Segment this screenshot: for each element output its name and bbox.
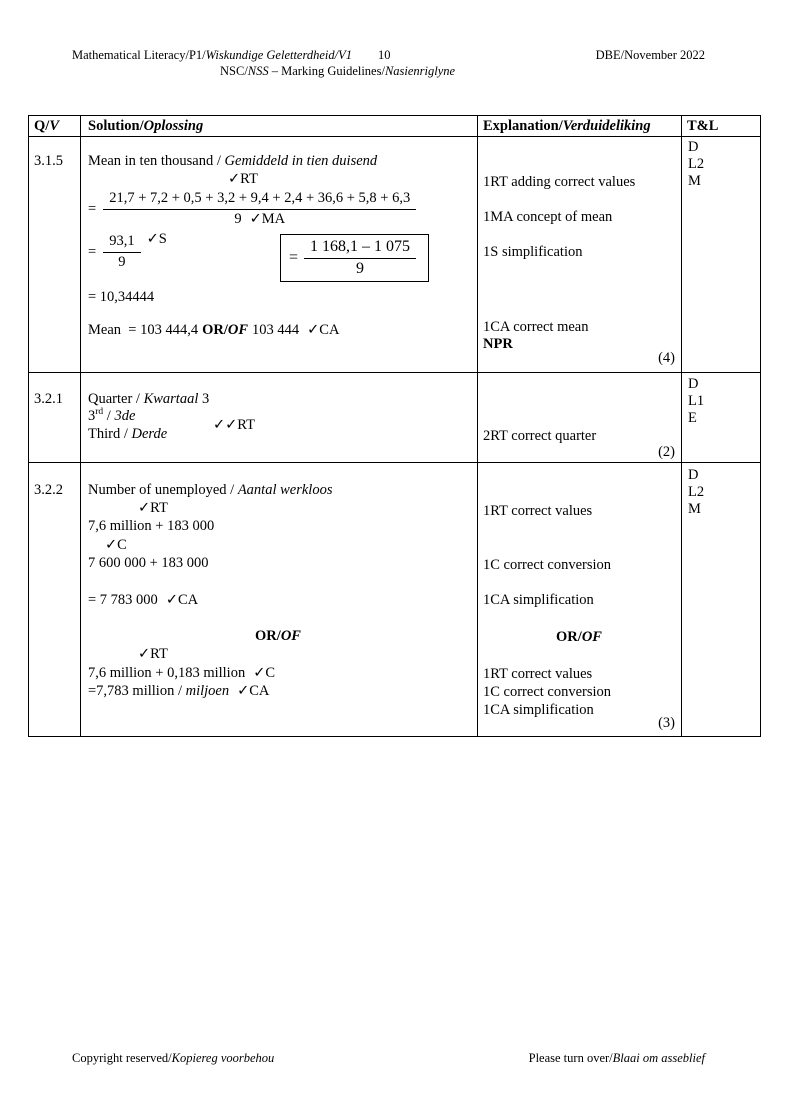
of-label: OF xyxy=(280,628,301,644)
solution-title-315 xyxy=(88,153,377,170)
quarter-roman: Quarter / xyxy=(88,391,144,407)
of-label: OF xyxy=(581,629,602,645)
or-label: OR/ xyxy=(202,322,228,338)
tick-s: ✓S xyxy=(146,231,167,247)
explanation-line: 1C correct conversion xyxy=(483,557,612,573)
header-subtitle-italic1: NSS xyxy=(247,64,269,78)
boxed-fraction-denominator: 9 xyxy=(356,260,365,277)
mean-prefix: Mean = 103 444,4 xyxy=(88,322,199,338)
ordinal-suffix: rd xyxy=(95,407,104,418)
tick-ca2: ✓CA xyxy=(237,683,270,699)
equation-simplified-fraction xyxy=(88,233,167,271)
unemployed-roman: Number of unemployed / xyxy=(88,482,238,498)
header-title-roman: Mathematical Literacy/P1/ xyxy=(72,48,206,62)
alt-answer-italic: miljoen xyxy=(185,683,230,699)
fraction-sum-denominator xyxy=(234,210,285,228)
tick-rt-315: ✓RT xyxy=(228,171,258,187)
boxed-fraction xyxy=(304,238,416,278)
footer-copyright xyxy=(72,1050,274,1067)
solution-title-322 xyxy=(88,482,332,499)
tl-code: E xyxy=(688,410,697,426)
boxed-fraction-numerator: 1 168,1 – 1 075 xyxy=(304,238,416,259)
solution-line-ordinal xyxy=(88,408,135,425)
equation-sum-fraction xyxy=(88,190,416,228)
tick-c2: ✓C xyxy=(253,665,276,681)
header-subtitle-roman1: NSC/ xyxy=(220,64,248,78)
tl-code: D xyxy=(688,376,699,392)
col-divider-solution xyxy=(477,115,478,737)
explanation-line: 1CA simplification xyxy=(483,702,594,718)
ticks-rt-321: ✓✓RT xyxy=(213,417,255,433)
explanation-line: 1CA simplification xyxy=(483,592,594,608)
or-of-divider-explanation xyxy=(483,629,675,646)
fraction-simplified xyxy=(103,233,140,271)
header-subtitle-roman2: – Marking Guidelines/ xyxy=(268,64,385,78)
third-italic: Derde xyxy=(131,426,168,442)
question-id-315: 3.1.5 xyxy=(34,153,63,169)
tick-c1-322: ✓C xyxy=(105,537,127,553)
fraction-sum xyxy=(103,190,416,228)
mark-total-322: (3) xyxy=(658,715,675,731)
solution-roman: Solution/ xyxy=(88,118,144,134)
boxed-alternative-fraction xyxy=(280,234,429,282)
col-divider-explanation xyxy=(681,115,682,737)
tl-code: D xyxy=(688,139,699,155)
or-label: OR/ xyxy=(556,629,582,645)
denominator-value: 9 xyxy=(234,211,242,227)
tick-rt2-322: ✓RT xyxy=(138,646,168,662)
solution-line-answer xyxy=(88,592,198,609)
solution-line-quarter xyxy=(88,391,209,408)
fraction-sum-numerator: 21,7 + 7,2 + 0,5 + 3,2 + 9,4 + 2,4 + 36,6 + 5,8 + 6,3 xyxy=(103,190,416,210)
explanation-line: 1RT correct values xyxy=(483,666,593,682)
explanation-line: 1MA concept of mean xyxy=(483,209,613,225)
ordinal-base: 3 xyxy=(88,408,96,424)
or-label: OR/ xyxy=(255,628,281,644)
header-title xyxy=(72,47,391,64)
solution-title-roman: Mean in ten thousand / xyxy=(88,153,225,169)
fraction-simplified-denominator: 9 xyxy=(118,254,126,270)
header-subtitle-italic2: Nasienriglyne xyxy=(384,64,456,78)
col-divider-qv xyxy=(80,115,81,737)
alt-sum: 7,6 million + 0,183 million xyxy=(88,665,246,681)
fraction-simplified-numerator: 93,1 xyxy=(103,233,140,253)
tl-code: M xyxy=(688,501,701,517)
column-header-tl: T&L xyxy=(687,118,719,134)
qv-roman: Q/ xyxy=(34,118,50,134)
row-divider-1 xyxy=(28,372,761,373)
qv-italic: V xyxy=(49,118,59,134)
explanation-line: 2RT correct quarter xyxy=(483,428,597,444)
quarter-number: 3 xyxy=(198,391,210,407)
tick-rt1-322: ✓RT xyxy=(138,500,168,516)
tl-code: L2 xyxy=(688,156,705,172)
explanation-italic: Verduideliking xyxy=(562,118,651,134)
tl-code: L1 xyxy=(688,393,705,409)
ordinal-afrikaans: 3de xyxy=(114,408,136,424)
explanation-line: 1RT adding correct values xyxy=(483,174,636,190)
equals-sign: = xyxy=(289,249,299,266)
column-header-qv xyxy=(34,118,59,135)
explanation-line: 1C correct conversion xyxy=(483,684,612,700)
third-roman: Third / xyxy=(88,426,132,442)
page-number: 10 xyxy=(378,48,391,62)
equals-sign: = xyxy=(88,200,97,217)
footer-turnover-roman: Please turn over/ xyxy=(528,1051,613,1065)
footer-copyright-italic: Kopiereg voorbehou xyxy=(171,1051,275,1065)
tick-ma: ✓MA xyxy=(249,211,286,227)
header-title-italic: Wiskundige Geletterdheid/V1 xyxy=(205,48,353,62)
equals-sign: = xyxy=(88,243,97,260)
mark-total-321: (2) xyxy=(658,444,675,460)
or-of-divider-solution xyxy=(88,628,468,645)
tick-ca: ✓CA xyxy=(307,322,340,338)
explanation-line: 1S simplification xyxy=(483,244,583,260)
column-header-explanation xyxy=(483,118,651,135)
question-id-322: 3.2.2 xyxy=(34,482,63,498)
row-divider-2 xyxy=(28,462,761,463)
solution-line-alt-answer xyxy=(88,683,269,700)
footer-turn-over xyxy=(529,1050,705,1067)
header-subtitle xyxy=(220,63,455,80)
ordinal-separator: / xyxy=(103,408,115,424)
decimal-result: = 10,34444 xyxy=(88,289,155,305)
solution-line-millions: 7,6 million + 183 000 xyxy=(88,518,215,534)
solution-title-italic: Gemiddeld in tien duisend xyxy=(224,153,378,169)
explanation-line: 1RT correct values xyxy=(483,503,593,519)
tl-code: D xyxy=(688,467,699,483)
quarter-italic: Kwartaal xyxy=(143,391,199,407)
unemployed-italic: Aantal werkloos xyxy=(237,482,333,498)
tl-code: M xyxy=(688,173,701,189)
explanation-roman: Explanation/ xyxy=(483,118,563,134)
footer-turnover-italic: Blaai om asseblief xyxy=(612,1051,705,1065)
row-divider-header xyxy=(28,136,761,137)
footer-copyright-roman: Copyright reserved/ xyxy=(72,1051,172,1065)
explanation-line: 1CA correct mean xyxy=(483,319,589,335)
mark-total-315: (4) xyxy=(658,350,675,366)
of-label: OF xyxy=(227,322,249,338)
tick-ca1: ✓CA xyxy=(165,592,199,608)
mean-suffix: 103 444 xyxy=(252,322,300,338)
alt-answer-roman: =7,783 million / xyxy=(88,683,186,699)
answer-value: = 7 783 000 xyxy=(88,592,158,608)
solution-line-converted: 7 600 000 + 183 000 xyxy=(88,555,209,571)
npr-label: NPR xyxy=(483,336,513,352)
solution-italic: Oplossing xyxy=(143,118,204,134)
solution-line-alt xyxy=(88,665,275,682)
mean-result-line xyxy=(88,322,339,339)
solution-line-third xyxy=(88,426,167,443)
header-date: DBE/November 2022 xyxy=(595,48,705,62)
column-header-solution xyxy=(88,118,203,135)
tl-code: L2 xyxy=(688,484,705,500)
question-id-321: 3.2.1 xyxy=(34,391,63,407)
